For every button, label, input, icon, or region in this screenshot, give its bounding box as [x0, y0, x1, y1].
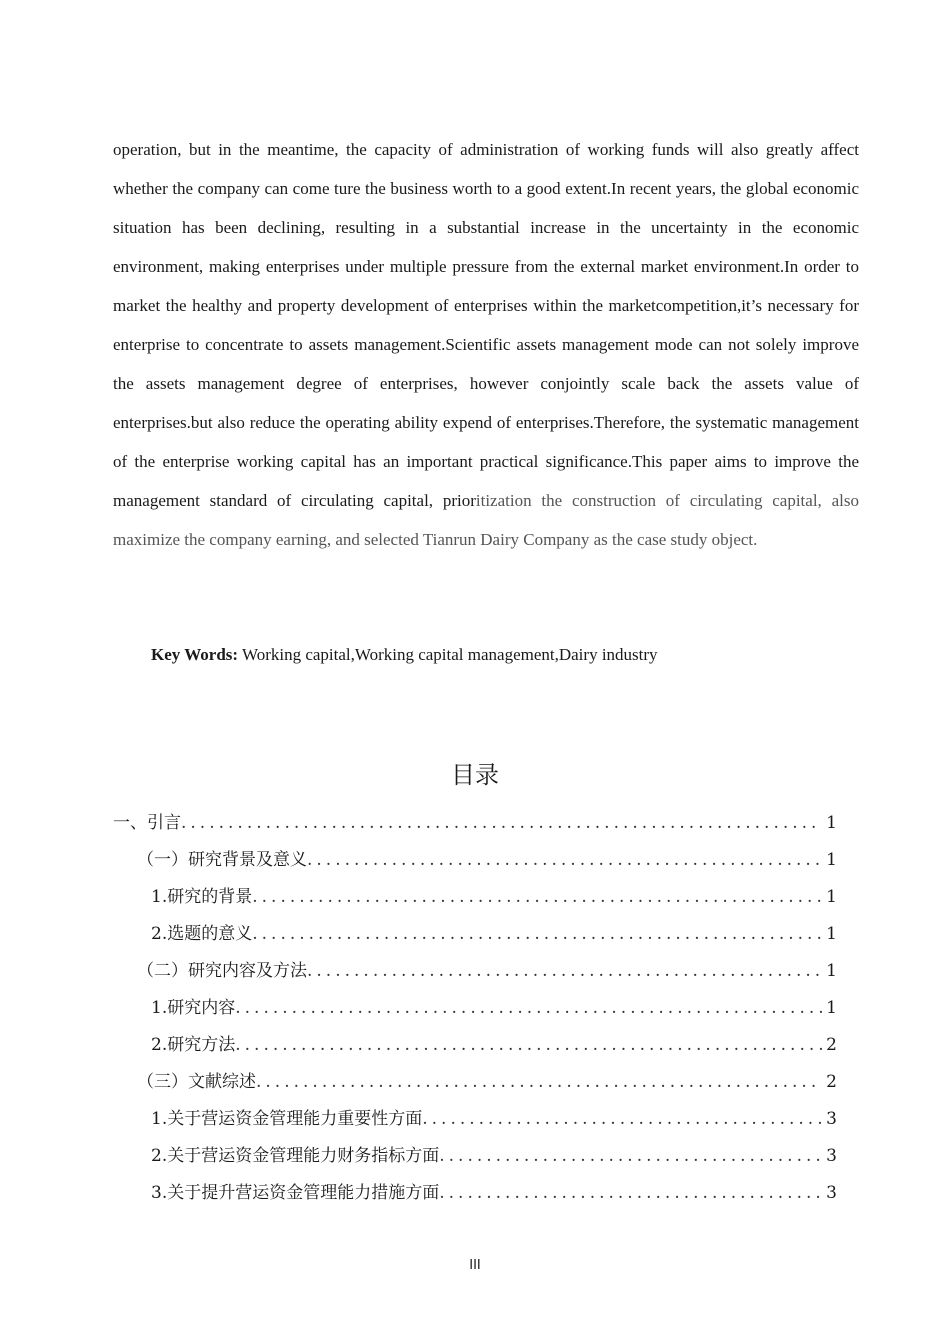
toc-entry-page: 2	[826, 1035, 837, 1055]
toc-leader	[235, 998, 822, 1018]
table-of-contents	[113, 808, 837, 1215]
toc-entry-text: （三）文献综述	[137, 1072, 256, 1092]
abstract-paragraph	[113, 130, 859, 559]
toc-leader	[181, 813, 822, 833]
toc-leader	[439, 1146, 822, 1166]
toc-leader	[307, 961, 822, 981]
toc-entry[interactable]	[113, 1067, 837, 1104]
toc-entry[interactable]	[113, 1104, 837, 1141]
toc-entry-text: 1.研究内容	[151, 998, 236, 1018]
toc-leader	[422, 1109, 822, 1129]
toc-entry-text: 2.选题的意义	[151, 924, 253, 944]
toc-entry[interactable]	[113, 1141, 837, 1178]
toc-entry-page: 1	[826, 961, 837, 981]
keywords-line	[151, 640, 658, 670]
toc-entry[interactable]	[113, 845, 837, 882]
toc-entry-text: （二）研究内容及方法	[137, 961, 307, 981]
toc-entry[interactable]	[113, 956, 837, 993]
keywords-value: Working capital,Working capital management,Dairy industry	[242, 645, 658, 664]
toc-entry-page: 3	[826, 1146, 837, 1166]
keywords-label: Key Words:	[151, 645, 239, 664]
abstract-text: operation, but in the meantime, the capacity of administration of working funds will also greatly affect whether the company can come ture the business worth to a good extent.In recent years, the global economic situation has been declining, resulting in a substantial increase in the uncertainty in the economic environment, making enterprises under multiple pressure from the external market environment.In order to market the healthy and property development of enterprises within the marketcompetition,it’s necessary for enterprise to concentrate to assets management.Scientific assets management mode can not solely improve the assets management degree of enterprises, however conjointly scale back the assets value of enterprises.but also reduce the operating ability expend of enterprises.Therefore, the systematic management of the enterprise working capital has an important practical significance.This paper aims to improve the management standard of circulating capital, prior	[113, 140, 859, 510]
toc-leader	[307, 850, 822, 870]
toc-entry-text: 2.关于营运资金管理能力财务指标方面	[151, 1146, 440, 1166]
toc-leader	[256, 1072, 822, 1092]
toc-leader	[252, 924, 822, 944]
toc-entry-page: 1	[826, 850, 837, 870]
toc-leader	[235, 1035, 822, 1055]
page-number: III	[469, 1258, 481, 1273]
abstract-text-gray: itization the construction of circulating capital, also maximize the company earning, and selected Tianrun Dairy Company as the case study object.	[113, 491, 859, 549]
toc-entry-text: 一、引言	[113, 813, 181, 833]
toc-entry-page: 1	[826, 887, 837, 907]
toc-entry-page: 2	[826, 1072, 837, 1092]
toc-entry-page: 3	[826, 1109, 837, 1129]
toc-entry[interactable]	[113, 882, 837, 919]
toc-entry-text: 1.关于营运资金管理能力重要性方面	[151, 1109, 423, 1129]
toc-entry[interactable]	[113, 919, 837, 956]
toc-entry-text: 1.研究的背景	[151, 887, 253, 907]
toc-entry-page: 1	[826, 998, 837, 1018]
toc-entry-text: 3.关于提升营运资金管理能力措施方面	[151, 1183, 440, 1203]
toc-entry-page: 1	[826, 924, 837, 944]
toc-title: 目录	[451, 761, 499, 789]
toc-entry-page: 1	[826, 813, 837, 833]
toc-entry[interactable]	[113, 993, 837, 1030]
toc-entry[interactable]	[113, 808, 837, 845]
toc-leader	[439, 1183, 822, 1203]
toc-leader	[252, 887, 822, 907]
toc-entry-text: （一）研究背景及意义	[137, 850, 307, 870]
toc-entry-text: 2.研究方法	[151, 1035, 236, 1055]
toc-entry[interactable]	[113, 1030, 837, 1067]
toc-entry-page: 3	[826, 1183, 837, 1203]
toc-entry[interactable]	[113, 1178, 837, 1215]
